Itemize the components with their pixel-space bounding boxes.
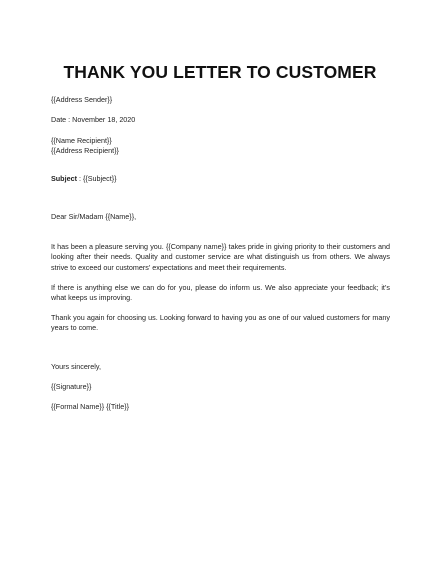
formal-name-title: {{Formal Name}} {{Title}} [51, 402, 130, 411]
address-recipient: {{Address Recipient}} [51, 146, 119, 155]
letter-date: Date : November 18, 2020 [51, 115, 136, 124]
subject-label: Subject [51, 174, 77, 183]
subject-line [51, 174, 117, 184]
address-sender: {{Address Sender}} [51, 95, 113, 104]
body-paragraph-3: Thank you again for choosing us. Looking forward to having you as one of our valued customers for many years to come. [51, 313, 390, 333]
body-paragraph-1: It has been a pleasure serving you. {{Company name}} takes pride in giving priority to their customers and looking after their needs. Quality and customer service are what distinguish us from others. We always strive to exceed our customers’ expectations and meet their requirements. [51, 242, 390, 272]
body-paragraph-2: If there is anything else we can do for you, please do inform us. We also appreciate your feedback; it’s what keeps us improving. [51, 283, 390, 303]
letter-title: THANK YOU LETTER TO CUSTOMER [63, 62, 377, 82]
signature: {{Signature}} [51, 382, 92, 391]
name-recipient: {{Name Recipient}} [51, 136, 112, 145]
salutation: Dear Sir/Madam {{Name}}, [51, 212, 137, 221]
closing: Yours sincerely, [51, 362, 101, 371]
subject-value: : {{Subject}} [76, 174, 117, 183]
